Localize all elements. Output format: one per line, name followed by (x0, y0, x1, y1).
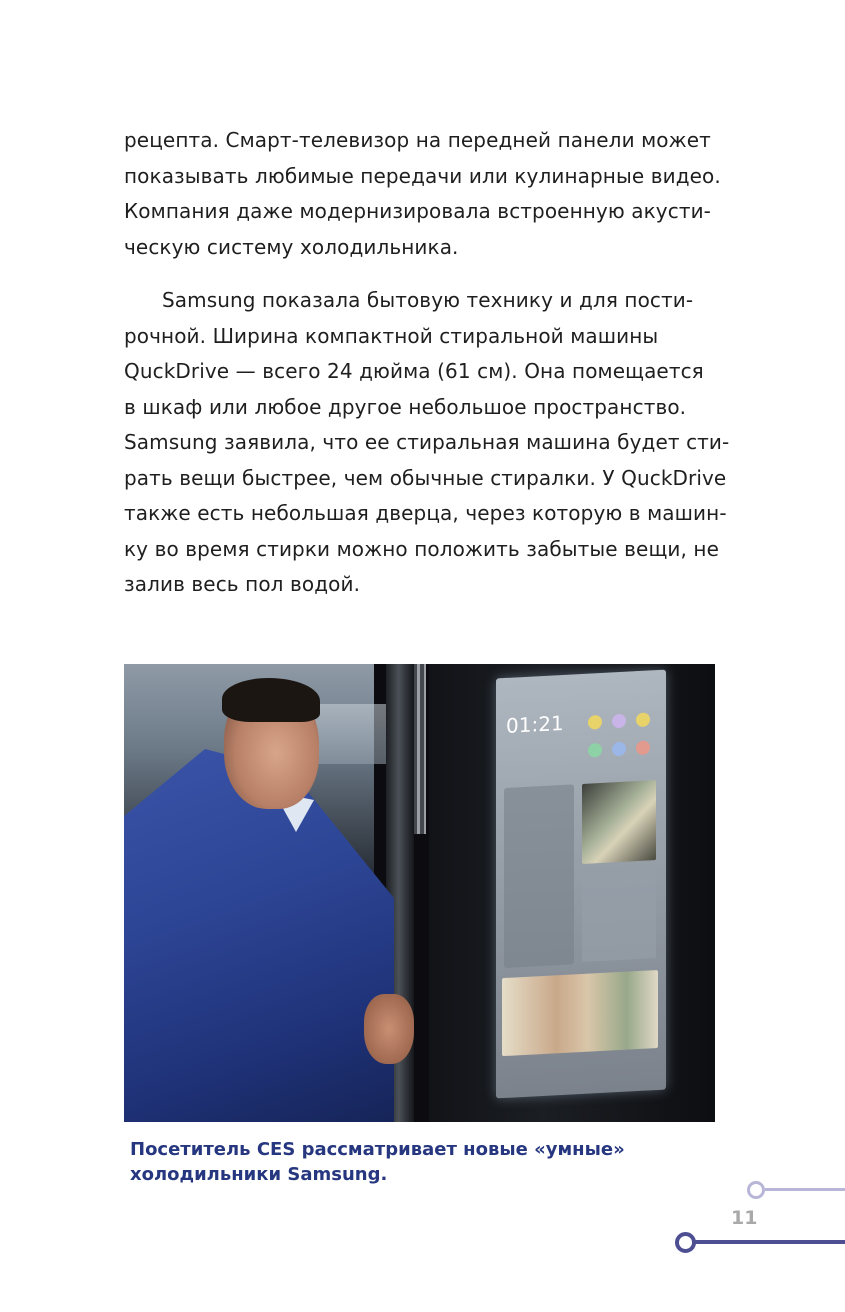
app-icon (588, 743, 602, 758)
photo-caption (130, 1137, 690, 1187)
text-line: рецепта. Смарт-телевизор на передней панели может (124, 128, 711, 152)
decor-ring-dark-icon (675, 1232, 696, 1253)
decor-ring-light-icon (747, 1181, 765, 1199)
screen-photos-panel (502, 970, 658, 1056)
paragraph-2 (124, 283, 730, 603)
app-icon (588, 715, 602, 730)
page-number: 11 (731, 1207, 758, 1229)
caption-line: холодильники Samsung. (130, 1164, 388, 1185)
app-icon (612, 742, 626, 757)
text-line: Samsung показала бытовую технику и для пости- (162, 288, 694, 312)
decor-line-light (765, 1188, 845, 1191)
person-hair (222, 678, 320, 722)
text-line: залив весь пол водой. (124, 572, 361, 596)
text-line: показывать любимые передачи или кулинарные видео. (124, 163, 721, 188)
app-icon (636, 712, 650, 727)
person-hand (364, 994, 414, 1064)
screen-food-panel (582, 780, 656, 864)
text-line: в шкаф или любое другое небольшое пространство. (124, 394, 687, 419)
fridge-photo (124, 664, 715, 1122)
app-icon (612, 714, 626, 729)
text-line: Samsung заявила, что ее стиральная машина будет сти- (124, 430, 730, 454)
text-line: QuckDrive — всего 24 дюйма (61 см). Она помещается (124, 359, 704, 383)
fridge-screen (496, 670, 666, 1099)
screen-list-panel (504, 784, 574, 968)
paragraph-1 (124, 123, 724, 265)
caption-line: Посетитель CES рассматривает новые «умные» (130, 1139, 625, 1160)
text-line: рочной. Ширина компактной стиральной машины (124, 323, 659, 348)
screen-avatar-panel (582, 868, 656, 962)
screen-clock: 01:21 (506, 710, 564, 738)
text-line: ку во время стирки можно положить забытые вещи, не (124, 536, 719, 561)
decor-line-dark (694, 1240, 845, 1244)
text-line: Компания даже модернизировала встроенную акусти- (124, 199, 711, 223)
text-line: ческую систему холодильника. (124, 234, 459, 259)
app-icon (636, 740, 650, 755)
text-line: также есть небольшая дверца, через которую в машин- (124, 501, 727, 525)
text-line: рать вещи быстрее, чем обычные стиралки. У QuckDrive (124, 465, 727, 490)
